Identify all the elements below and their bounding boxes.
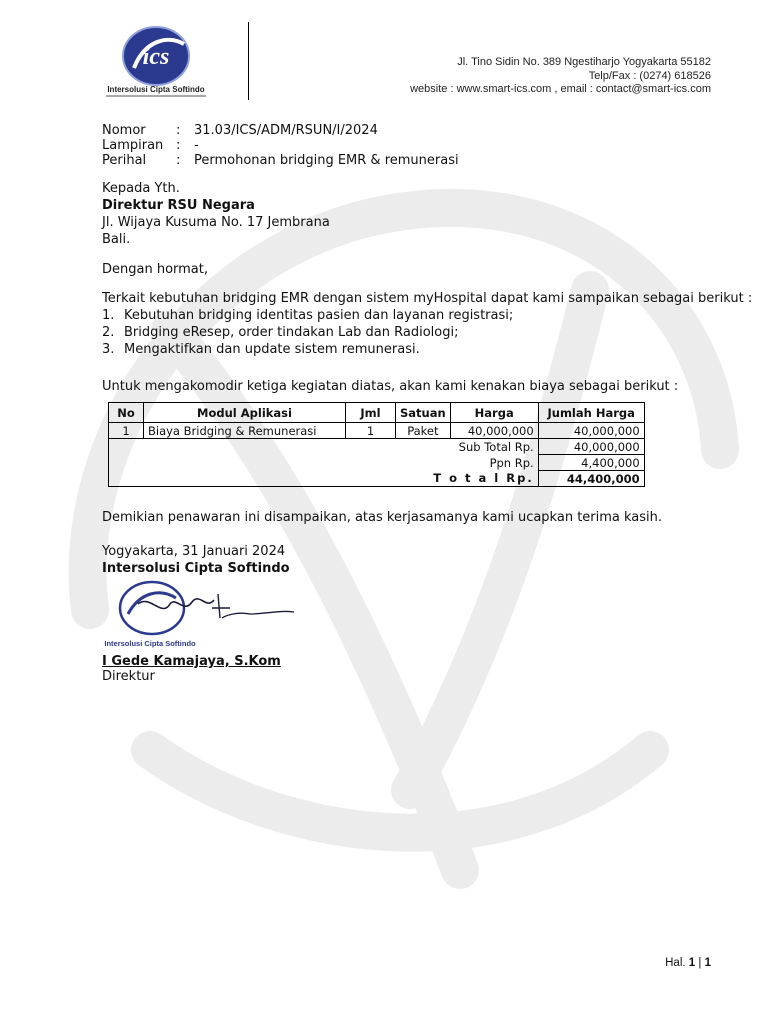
meta-sep: :: [176, 123, 181, 138]
signer-role: Direktur: [102, 669, 155, 684]
col-header-modul: Modul Aplikasi: [144, 403, 346, 423]
signer-name: I Gede Kamajaya, S.Kom: [102, 654, 281, 669]
meta-value: Permohonan bridging EMR & remunerasi: [194, 153, 459, 168]
page-sep: |: [698, 957, 702, 969]
page-number: [665, 957, 711, 969]
place-date: Yogyakarta, 31 Januari 2024: [102, 544, 286, 559]
letter-meta: [102, 123, 459, 168]
signature-stamp: [100, 574, 300, 654]
list-number: 2.: [102, 325, 115, 340]
col-header-harga: Harga: [450, 403, 538, 423]
col-header-jumlah: Jumlah Harga: [538, 403, 644, 423]
cell-modul: Biaya Bridging & Remunerasi: [144, 423, 346, 439]
subtotal-label: Sub Total Rp.: [109, 439, 539, 455]
cell-jml: 1: [346, 423, 396, 439]
page-total: 1: [704, 957, 711, 969]
ppn-value: 4,400,000: [538, 455, 644, 471]
ppn-label: Ppn Rp.: [109, 455, 539, 471]
total-row: [109, 471, 645, 487]
col-header-no: No: [109, 403, 144, 423]
cell-harga: 40,000,000: [450, 423, 538, 439]
meta-key: Lampiran: [102, 138, 164, 153]
company-address: [410, 56, 711, 97]
meta-value: -: [194, 138, 199, 153]
meta-perihal: [102, 153, 459, 168]
phone-line: Telp/Fax : (0274) 618526: [588, 69, 711, 82]
table-row: [109, 423, 645, 439]
recipient-block: [102, 180, 330, 248]
page-label: Hal.: [665, 957, 686, 969]
meta-sep: :: [176, 153, 181, 168]
meta-sep: :: [176, 138, 181, 153]
col-header-jml: Jml: [346, 403, 396, 423]
meta-key: Perihal: [102, 153, 147, 168]
list-number: 1.: [102, 308, 115, 323]
meta-value: 31.03/ICS/ADM/RSUN/I/2024: [194, 123, 378, 138]
stamp-text: Intersolusi Cipta Softindo: [104, 639, 196, 648]
stamp-circle: [120, 582, 184, 634]
list-text: Kebutuhan bridging identitas pasien dan layanan registrasi;: [124, 308, 514, 323]
cost-intro: Untuk mengakomodir ketiga kegiatan diatas, akan kami kenakan biaya sebagai berikut :: [102, 379, 679, 394]
list-text: Bridging eResep, order tindakan Lab dan Radiologi;: [124, 325, 459, 340]
signature-stroke: [138, 599, 214, 609]
ppn-row: [109, 455, 645, 471]
meta-lampiran: [102, 138, 459, 153]
subtotal-row: [109, 439, 645, 455]
logo-letters: ics: [142, 44, 170, 70]
address-line: Jl. Tino Sidin No. 389 Ngestiharjo Yogyakarta 55182: [457, 56, 711, 68]
total-value: 44,400,000: [538, 471, 644, 487]
sign-company: Intersolusi Cipta Softindo: [102, 561, 290, 576]
intro-paragraph: Terkait kebutuhan bridging EMR dengan sistem myHospital dapat kami sampaikan sebagai berikut :: [102, 291, 753, 306]
header-divider: [248, 22, 249, 100]
meta-key: Nomor: [102, 123, 146, 138]
logo-name: Intersolusi Cipta Softindo: [107, 85, 205, 94]
recipient-salutation: Kepada Yth.: [102, 181, 180, 196]
list-item: [102, 341, 513, 358]
meta-nomor: [102, 123, 459, 138]
list-text: Mengaktifkan dan update sistem remunerasi.: [124, 342, 420, 357]
list-number: 3.: [102, 342, 115, 357]
cell-no: 1: [109, 423, 144, 439]
cost-table: [108, 402, 645, 487]
greeting: Dengan hormat,: [102, 262, 209, 277]
col-header-satuan: Satuan: [396, 403, 451, 423]
page-current: 1: [688, 957, 696, 969]
list-item: [102, 307, 513, 324]
recipient-address: Jl. Wijaya Kusuma No. 17 Jembrana: [102, 215, 330, 230]
recipient-name: Direktur RSU Negara: [102, 198, 255, 213]
cell-satuan: Paket: [396, 423, 451, 439]
closing-paragraph: Demikian penawaran ini disampaikan, atas kerjasamanya kami ucapkan terima kasih.: [102, 510, 663, 525]
company-logo: [104, 22, 214, 100]
list-item: [102, 324, 513, 341]
recipient-city: Bali.: [102, 232, 131, 247]
table-header-row: [109, 403, 645, 423]
request-list: [102, 307, 513, 358]
cell-jumlah: 40,000,000: [538, 423, 644, 439]
subtotal-value: 40,000,000: [538, 439, 644, 455]
contact-line: website : www.smart-ics.com , email : contact@smart-ics.com: [410, 83, 711, 95]
total-label: T o t a l Rp.: [109, 471, 539, 487]
